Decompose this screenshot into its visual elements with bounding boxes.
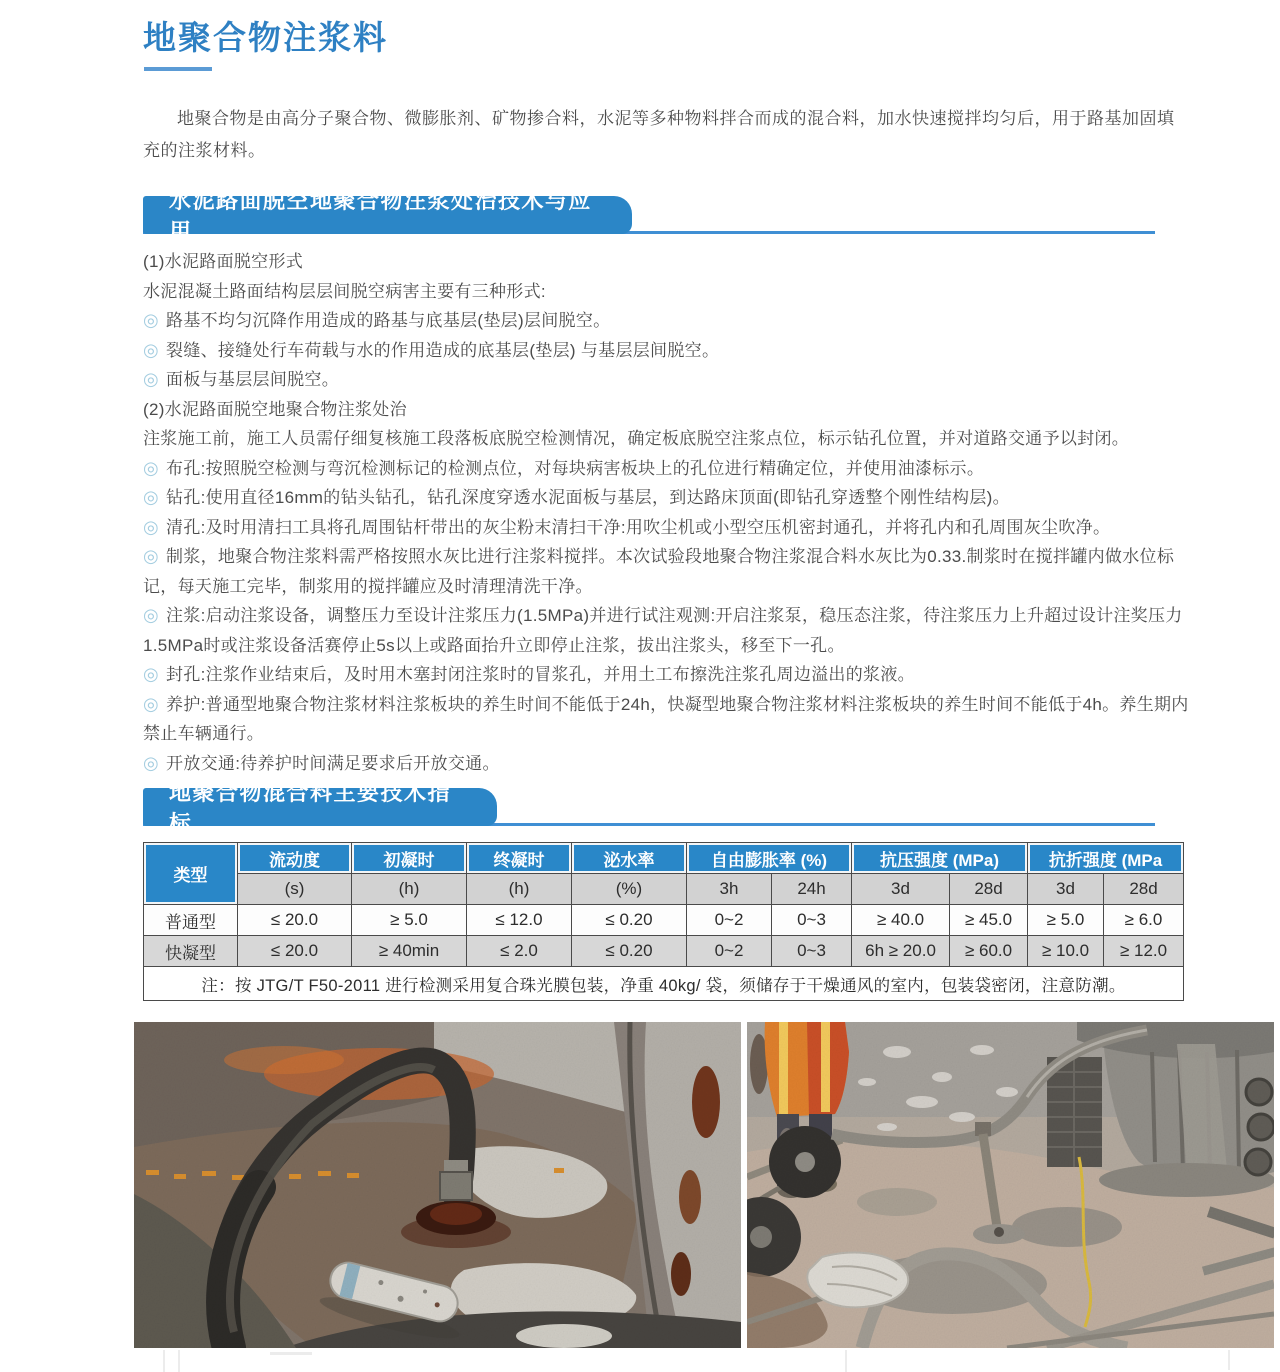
table-cell: ≥ 45.0 xyxy=(950,905,1028,936)
ring-bullet-icon: ◎ xyxy=(143,664,160,684)
ring-bullet-icon: ◎ xyxy=(143,546,160,566)
scan-artifact xyxy=(1228,1350,1230,1370)
table-subheader: 28d xyxy=(1104,874,1184,905)
table-cell: 6h ≥ 20.0 xyxy=(852,936,950,967)
spec-table xyxy=(143,842,1184,1001)
scan-artifact xyxy=(163,1350,165,1372)
table-cell: 0~3 xyxy=(772,905,852,936)
table-subheader: 28d xyxy=(950,874,1028,905)
section1-body xyxy=(143,247,1191,778)
table-header: 泌水率 xyxy=(572,843,687,874)
table-header: 终凝时 xyxy=(467,843,572,874)
table-cell: ≤ 20.0 xyxy=(238,905,352,936)
table-header: 抗折强度 (MPa xyxy=(1028,843,1184,874)
table-header: 初凝时 xyxy=(352,843,467,874)
table-cell: ≤ 12.0 xyxy=(467,905,572,936)
table-cell: ≤ 0.20 xyxy=(572,905,687,936)
table-subheader: (%) xyxy=(572,874,687,905)
ring-bullet-icon: ◎ xyxy=(143,516,160,537)
table-subheader: 3d xyxy=(1028,874,1104,905)
section2-heading: 地聚合物混合料主要技术指标 xyxy=(169,780,452,836)
title-underline xyxy=(144,67,212,71)
ring-bullet-icon: ◎ xyxy=(143,693,160,714)
ring-bullet-icon: ◎ xyxy=(143,487,160,507)
paragraph: (2)水泥路面脱空地聚合物注浆处治 xyxy=(143,399,407,419)
paragraph: 注浆施工前，施工人员需仔细复核施工段落板底脱空检测情况，确定板底脱空注浆点位，标示钻孔位置，并对道路交通予以封闭。 xyxy=(143,429,1130,448)
ring-bullet-icon: ◎ xyxy=(143,457,160,478)
ring-bullet-icon: ◎ xyxy=(143,310,160,330)
table-cell: 0~2 xyxy=(687,936,772,967)
row-label: 快凝型 xyxy=(144,936,238,967)
scan-artifact xyxy=(845,1350,847,1372)
table-header: 抗压强度 (MPa) xyxy=(852,843,1028,874)
row-label: 普通型 xyxy=(144,905,238,936)
table-cell: ≥ 5.0 xyxy=(1028,905,1104,936)
bullet-paragraph: ◎ 养护:普通型地聚合物注浆材料注浆板块的养生时间不能低于24h，快凝型地聚合物注浆材料注浆板块的养生时间不能低于4h。养生期内禁止车辆通行。 xyxy=(143,693,1189,743)
table-subheader: (h) xyxy=(352,874,467,905)
table-subheader: (h) xyxy=(467,874,572,905)
ring-bullet-icon: ◎ xyxy=(143,605,160,625)
table-cell: ≥ 6.0 xyxy=(1104,905,1184,936)
table-cell: 0~3 xyxy=(772,936,852,967)
section1-heading-banner xyxy=(143,188,632,244)
table-header: 流动度 xyxy=(238,843,352,874)
table-cell: ≥ 12.0 xyxy=(1104,936,1184,967)
table-cell: ≥ 60.0 xyxy=(950,936,1028,967)
bullet-paragraph: ◎ 制浆，地聚合物注浆料需严格按照水灰比进行注浆料搅拌。本次试验段地聚合物注浆混合料水灰比为0.33.制浆时在搅拌罐内做水位标记，每天施工完毕，制浆用的搅拌罐应及时清理清洗干净。 xyxy=(143,546,1175,596)
ring-bullet-icon: ◎ xyxy=(143,752,160,773)
table-cell: ≥ 5.0 xyxy=(352,905,467,936)
table-cell: ≥ 40min xyxy=(352,936,467,967)
bullet-paragraph: ◎ 开放交通:待养护时间满足要求后开放交通。 xyxy=(143,752,500,773)
intro-paragraph: 地聚合物是由高分子聚合物、微膨胀剂、矿物掺合料，水泥等多种物料拌合而成的混合料，加水快速搅拌均匀后，用于路基加固填充的注浆材料。 xyxy=(143,109,1175,160)
table-header: 自由膨胀率 (%) xyxy=(687,843,852,874)
scan-artifact xyxy=(270,1352,312,1355)
table-subheader: 3d xyxy=(852,874,950,905)
table-subheader: 3h xyxy=(687,874,772,905)
section1-heading: 水泥路面脱空地聚合物注浆处治技术与应用 xyxy=(169,188,593,244)
bullet-paragraph: ◎ 注浆:启动注浆设备，调整压力至设计注浆压力(1.5MPa)并进行试注观测:开启注浆泵，稳压态注浆，待注浆压力上升超过设计注奖压力1.5MPa时或注浆设备活赛停止5s以上或路面抬升立即停止注浆，拔出注浆头，移至下一孔。 xyxy=(143,605,1183,655)
paragraph: (1)水泥路面脱空形式 xyxy=(143,252,304,271)
table-row xyxy=(144,905,1184,936)
table-header-type: 类型 xyxy=(144,843,238,905)
table-cell: ≤ 20.0 xyxy=(238,936,352,967)
table-cell: 0~2 xyxy=(687,905,772,936)
ring-bullet-icon: ◎ xyxy=(143,369,160,389)
table-cell: ≤ 0.20 xyxy=(572,936,687,967)
bullet-paragraph: ◎ 面板与基层层间脱空。 xyxy=(143,369,340,389)
bullet-paragraph: ◎ 钻孔:使用直径16mm的钻头钻孔，钻孔深度穿透水泥面板与基层，到达路床顶面(即钻孔穿透整个刚性结构层)。 xyxy=(143,487,1010,507)
table-cell: ≤ 2.0 xyxy=(467,936,572,967)
ring-bullet-icon: ◎ xyxy=(143,339,160,360)
bullet-paragraph: ◎ 路基不均匀沉降作用造成的路基与底基层(垫层)层间脱空。 xyxy=(143,310,611,330)
grouting-site-photo xyxy=(747,1022,1274,1348)
table-subheader: 24h xyxy=(772,874,852,905)
grouting-hose-photo xyxy=(134,1022,741,1348)
table-cell: ≥ 40.0 xyxy=(852,905,950,936)
bullet-paragraph: ◎ 清孔:及时用清扫工具将孔周围钻杆带出的灰尘粉末清扫干净:用吹尘机或小型空压机密封通孔，并将孔内和孔周围灰尘吹净。 xyxy=(143,516,1111,537)
paragraph: 水泥混凝土路面结构层层间脱空病害主要有三种形式: xyxy=(143,281,546,301)
scan-artifact xyxy=(178,1350,180,1372)
bullet-paragraph: ◎ 布孔:按照脱空检测与弯沉检测标记的检测点位，对每块病害板块上的孔位进行精确定位，并使用油漆标示。 xyxy=(143,457,985,478)
table-row xyxy=(144,936,1184,967)
table-subheader: (s) xyxy=(238,874,352,905)
table-note: 注：按 JTG/T F50-2011 进行检测采用复合珠光膜包装，净重 40kg/ 袋，须储存于干燥通风的室内，包装袋密闭，注意防潮。 xyxy=(144,967,1184,1001)
page-title: 地聚合物注浆料 xyxy=(143,19,388,56)
bullet-paragraph: ◎ 裂缝、接缝处行车荷载与水的作用造成的底基层(垫层) 与基层层间脱空。 xyxy=(143,339,720,360)
table-cell: ≥ 10.0 xyxy=(1028,936,1104,967)
bullet-paragraph: ◎ 封孔:注浆作业结束后，及时用木塞封闭注浆时的冒浆孔，并用土工布擦洗注浆孔周边溢出的浆液。 xyxy=(143,664,915,684)
section2-heading-banner xyxy=(143,780,497,836)
table-note-row xyxy=(144,967,1184,1001)
